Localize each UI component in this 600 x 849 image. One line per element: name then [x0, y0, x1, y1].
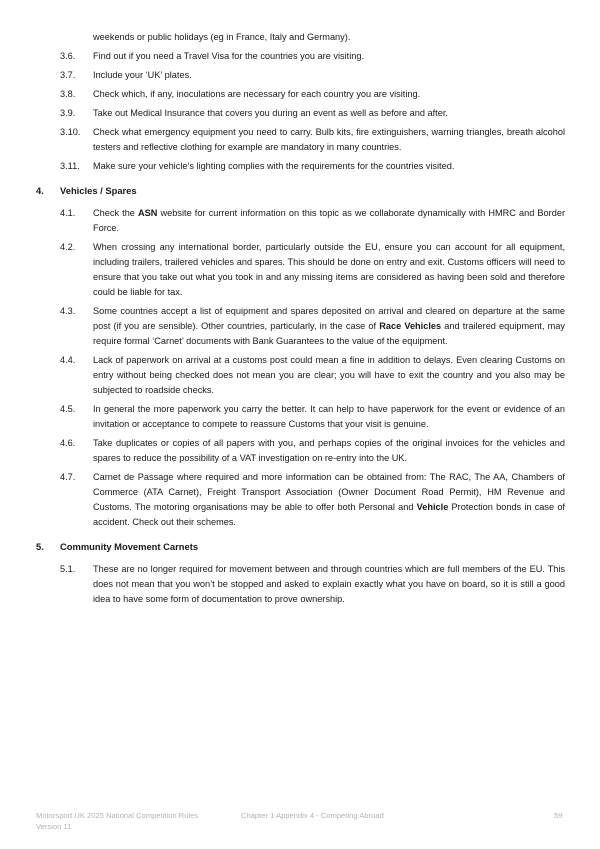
item-number: 3.9. — [60, 108, 76, 118]
section-number: 5. — [36, 541, 44, 552]
item-text-part: Protection bonds in case of accident. Check out their schemes. — [93, 502, 565, 527]
item-text: In general the more paperwork you carry the better. It can help to have paperwork for the event or evidence of an invitation or acceptance to compete to reassure Customs that your visit is genuine. — [93, 404, 565, 429]
list-item — [0, 106, 600, 121]
section-number: 4. — [36, 185, 44, 196]
item-text-part: website for current information on this topic as we collaborate dynamically with HMRC and Border Force. — [93, 208, 566, 233]
item-text-part: Check the — [93, 208, 139, 218]
page-content — [0, 30, 600, 611]
item-number: 3.11. — [60, 161, 80, 171]
list-item — [0, 402, 600, 432]
item-number: 4.7. — [60, 472, 76, 482]
item-number: 4.5. — [60, 404, 76, 414]
item-text — [93, 206, 565, 236]
item-text: Lack of paperwork on arrival at a customs post could mean a fine in addition to delays. Even clearing Customs on entry without being checked does not mean you are clear; you will have to exit the country and you also may be subjected to roadside checks. — [93, 355, 565, 395]
item-number: 3.8. — [60, 89, 76, 99]
section-heading-community-movement-carnets — [0, 539, 600, 554]
item-text: Find out if you need a Travel Visa for the countries you are visiting. — [93, 51, 365, 61]
item-number: 4.1. — [60, 208, 76, 218]
item-text: Make sure your vehicle’s lighting complies with the requirements for the countries visited. — [93, 161, 455, 171]
footer-version: Version 11 — [36, 822, 72, 831]
item-number: 4.4. — [60, 355, 76, 365]
list-item — [0, 304, 600, 349]
footer-rulebook-title: Motorsport UK 2025 National Competition Rules — [36, 811, 199, 820]
list-item — [0, 436, 600, 466]
item-text — [93, 304, 565, 349]
item-number: 3.6. — [60, 51, 76, 61]
item-number: 4.2. — [60, 242, 76, 252]
item-text-bold: Vehicle — [416, 502, 449, 512]
list-item — [0, 87, 600, 102]
list-item — [0, 353, 600, 398]
section-title: Vehicles / Spares — [60, 185, 137, 196]
item-number: 3.10. — [60, 127, 81, 137]
list-item — [0, 206, 600, 236]
item-number: 4.3. — [60, 306, 76, 316]
list-item — [0, 125, 600, 155]
item-number: 5.1. — [60, 564, 76, 574]
item-text-bold: Race Vehicles — [379, 321, 442, 331]
footer-chapter-title: Chapter 1 Appendix 4 - Competing Abroad — [241, 811, 384, 820]
item-text-part: and trailered equipment, may require formal ‘Carnet’ documents with Bank Guarantees to the value of the equipment. — [93, 321, 566, 346]
list-item — [0, 49, 600, 64]
item-text: Take duplicates or copies of all papers with you, and perhaps copies of the original invoices for the vehicles and spares to reduce the possibility of a VAT investigation on re-entry into the UK. — [93, 438, 565, 463]
item-text — [93, 470, 565, 530]
item-text: Include your ‘UK’ plates. — [93, 70, 192, 80]
item-text: When crossing any international border, particularly outside the EU, ensure you can account for all equipment, including trailers, trailered vehicles and spares. This should be done on entry and exit. Customs officers will need to ensure that you take out what you took in and any missing items are considered as having been sold and therefore could be liable for tax. — [93, 242, 565, 297]
item-text: Take out Medical Insurance that covers you during an event as well as before and after. — [93, 108, 448, 118]
list-item — [0, 68, 600, 83]
section-heading-vehicles-spares — [0, 183, 600, 198]
item-text-part: Some countries accept a list of equipment and spares deposited on arrival and cleared on departure at the same post (if you are sensible). Other countries, particularly, in the case of — [93, 306, 565, 331]
item-text-part: Carnet de Passage where required and more information can be obtained from: The RAC, The AA, Chambers of Commerce (ATA Carnet), Freight Transport Association (Owner Document Road Permit), HM Revenue and Customs. The motoring organisations may be able to offer both Personal and — [93, 472, 565, 512]
item-text: These are no longer required for movement between and through countries which are full members of the EU. This does not mean that you won’t be stopped and asked to explain exactly what you have on board, so it is still a good idea to have some form of documentation to prove ownership. — [93, 564, 565, 604]
list-item — [0, 240, 600, 300]
list-item — [0, 470, 600, 530]
item-text: Check what emergency equipment you need to carry. Bulb kits, fire extinguishers, warning triangles, breath alcohol testers and reflective clothing for example are mandatory in many countries. — [93, 127, 565, 152]
footer-page-number: 59 — [554, 811, 563, 820]
section-title: Community Movement Carnets — [60, 541, 199, 552]
item-text: Check which, if any, inoculations are necessary for each country you are visiting. — [93, 89, 421, 99]
item-number: 4.6. — [60, 438, 76, 448]
list-item — [0, 159, 600, 174]
continuation-paragraph — [0, 30, 600, 45]
item-number: 3.7. — [60, 70, 76, 80]
list-item — [0, 562, 600, 607]
continuation-text: weekends or public holidays (eg in France, Italy and Germany). — [93, 32, 351, 42]
item-text-bold: ASN — [138, 208, 158, 218]
